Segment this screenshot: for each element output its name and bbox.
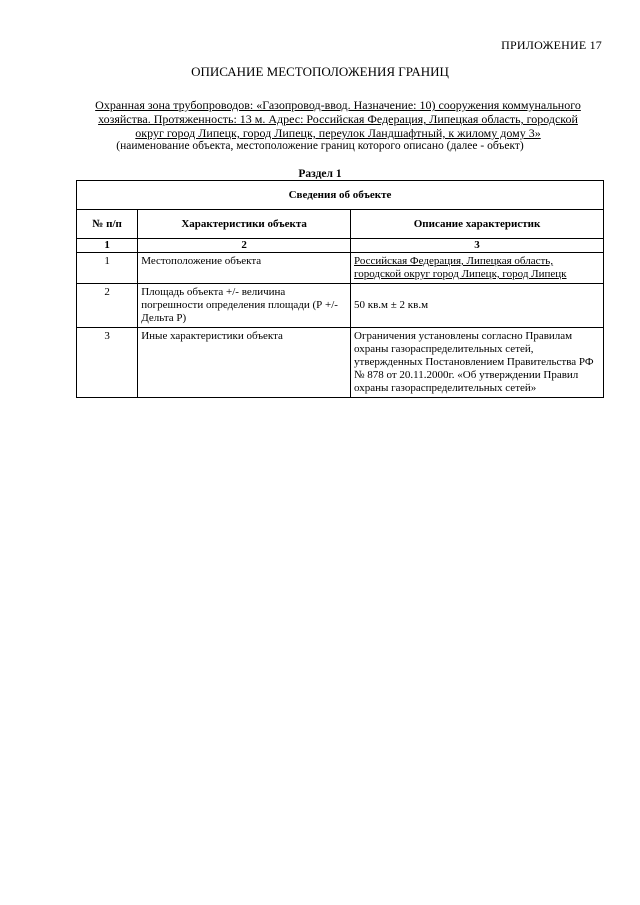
column-header-description: Описание характеристик bbox=[351, 210, 604, 239]
object-info-table bbox=[76, 180, 604, 398]
table-block-title: Сведения об объекте bbox=[77, 181, 604, 210]
appendix-label: ПРИЛОЖЕНИЕ 17 bbox=[501, 38, 602, 52]
document-title: ОПИСАНИЕ МЕСТОПОЛОЖЕНИЯ ГРАНИЦ bbox=[191, 64, 449, 79]
object-name-text: Охранная зона трубопроводов: «Газопровод-ввод. Назначение: 10) сооружения коммунального хозяйства. Протяженность: 13 м. Адрес: Российская Федерация, Липецкая область, городской округ город Липецк, город Липецк, переулок Ландшафтный, к жилому дому 3» bbox=[95, 98, 581, 140]
row-description: Ограничения установлены согласно Правилам охраны газораспределительных сетей, утвержденных Постановлением Правительства РФ № 878 от 20.11.2000г. «Об утверждении Правил охраны газораспределительных сетей» bbox=[351, 328, 604, 398]
object-name-caption: (наименование объекта, местоположение границ которого описано (далее - объект) bbox=[116, 140, 524, 152]
section-title: Раздел 1 bbox=[298, 168, 342, 180]
object-name bbox=[88, 98, 588, 140]
row-num: 1 bbox=[77, 253, 138, 284]
table-row bbox=[77, 253, 604, 284]
row-description: 50 кв.м ± 2 кв.м bbox=[351, 284, 604, 328]
column-header-characteristic: Характеристики объекта bbox=[138, 210, 351, 239]
row-num: 3 bbox=[77, 328, 138, 398]
table-column-number-row bbox=[77, 239, 604, 253]
row-characteristic: Площадь объекта +/- величина погрешности определения площади (Р +/- Дельта Р) bbox=[138, 284, 351, 328]
column-number-3: 3 bbox=[351, 239, 604, 253]
row-description-text: Российская Федерация, Липецкая область, городской округ город Липецк, город Липецк bbox=[354, 255, 567, 280]
row-description bbox=[351, 253, 604, 284]
table-row bbox=[77, 328, 604, 398]
row-num: 2 bbox=[77, 284, 138, 328]
row-characteristic: Иные характеристики объекта bbox=[138, 328, 351, 398]
table-row bbox=[77, 284, 604, 328]
row-characteristic: Местоположение объекта bbox=[138, 253, 351, 284]
column-header-num: № п/п bbox=[77, 210, 138, 239]
column-number-2: 2 bbox=[138, 239, 351, 253]
table-block-header-row bbox=[77, 181, 604, 210]
column-number-1: 1 bbox=[77, 239, 138, 253]
table-column-header-row bbox=[77, 210, 604, 239]
